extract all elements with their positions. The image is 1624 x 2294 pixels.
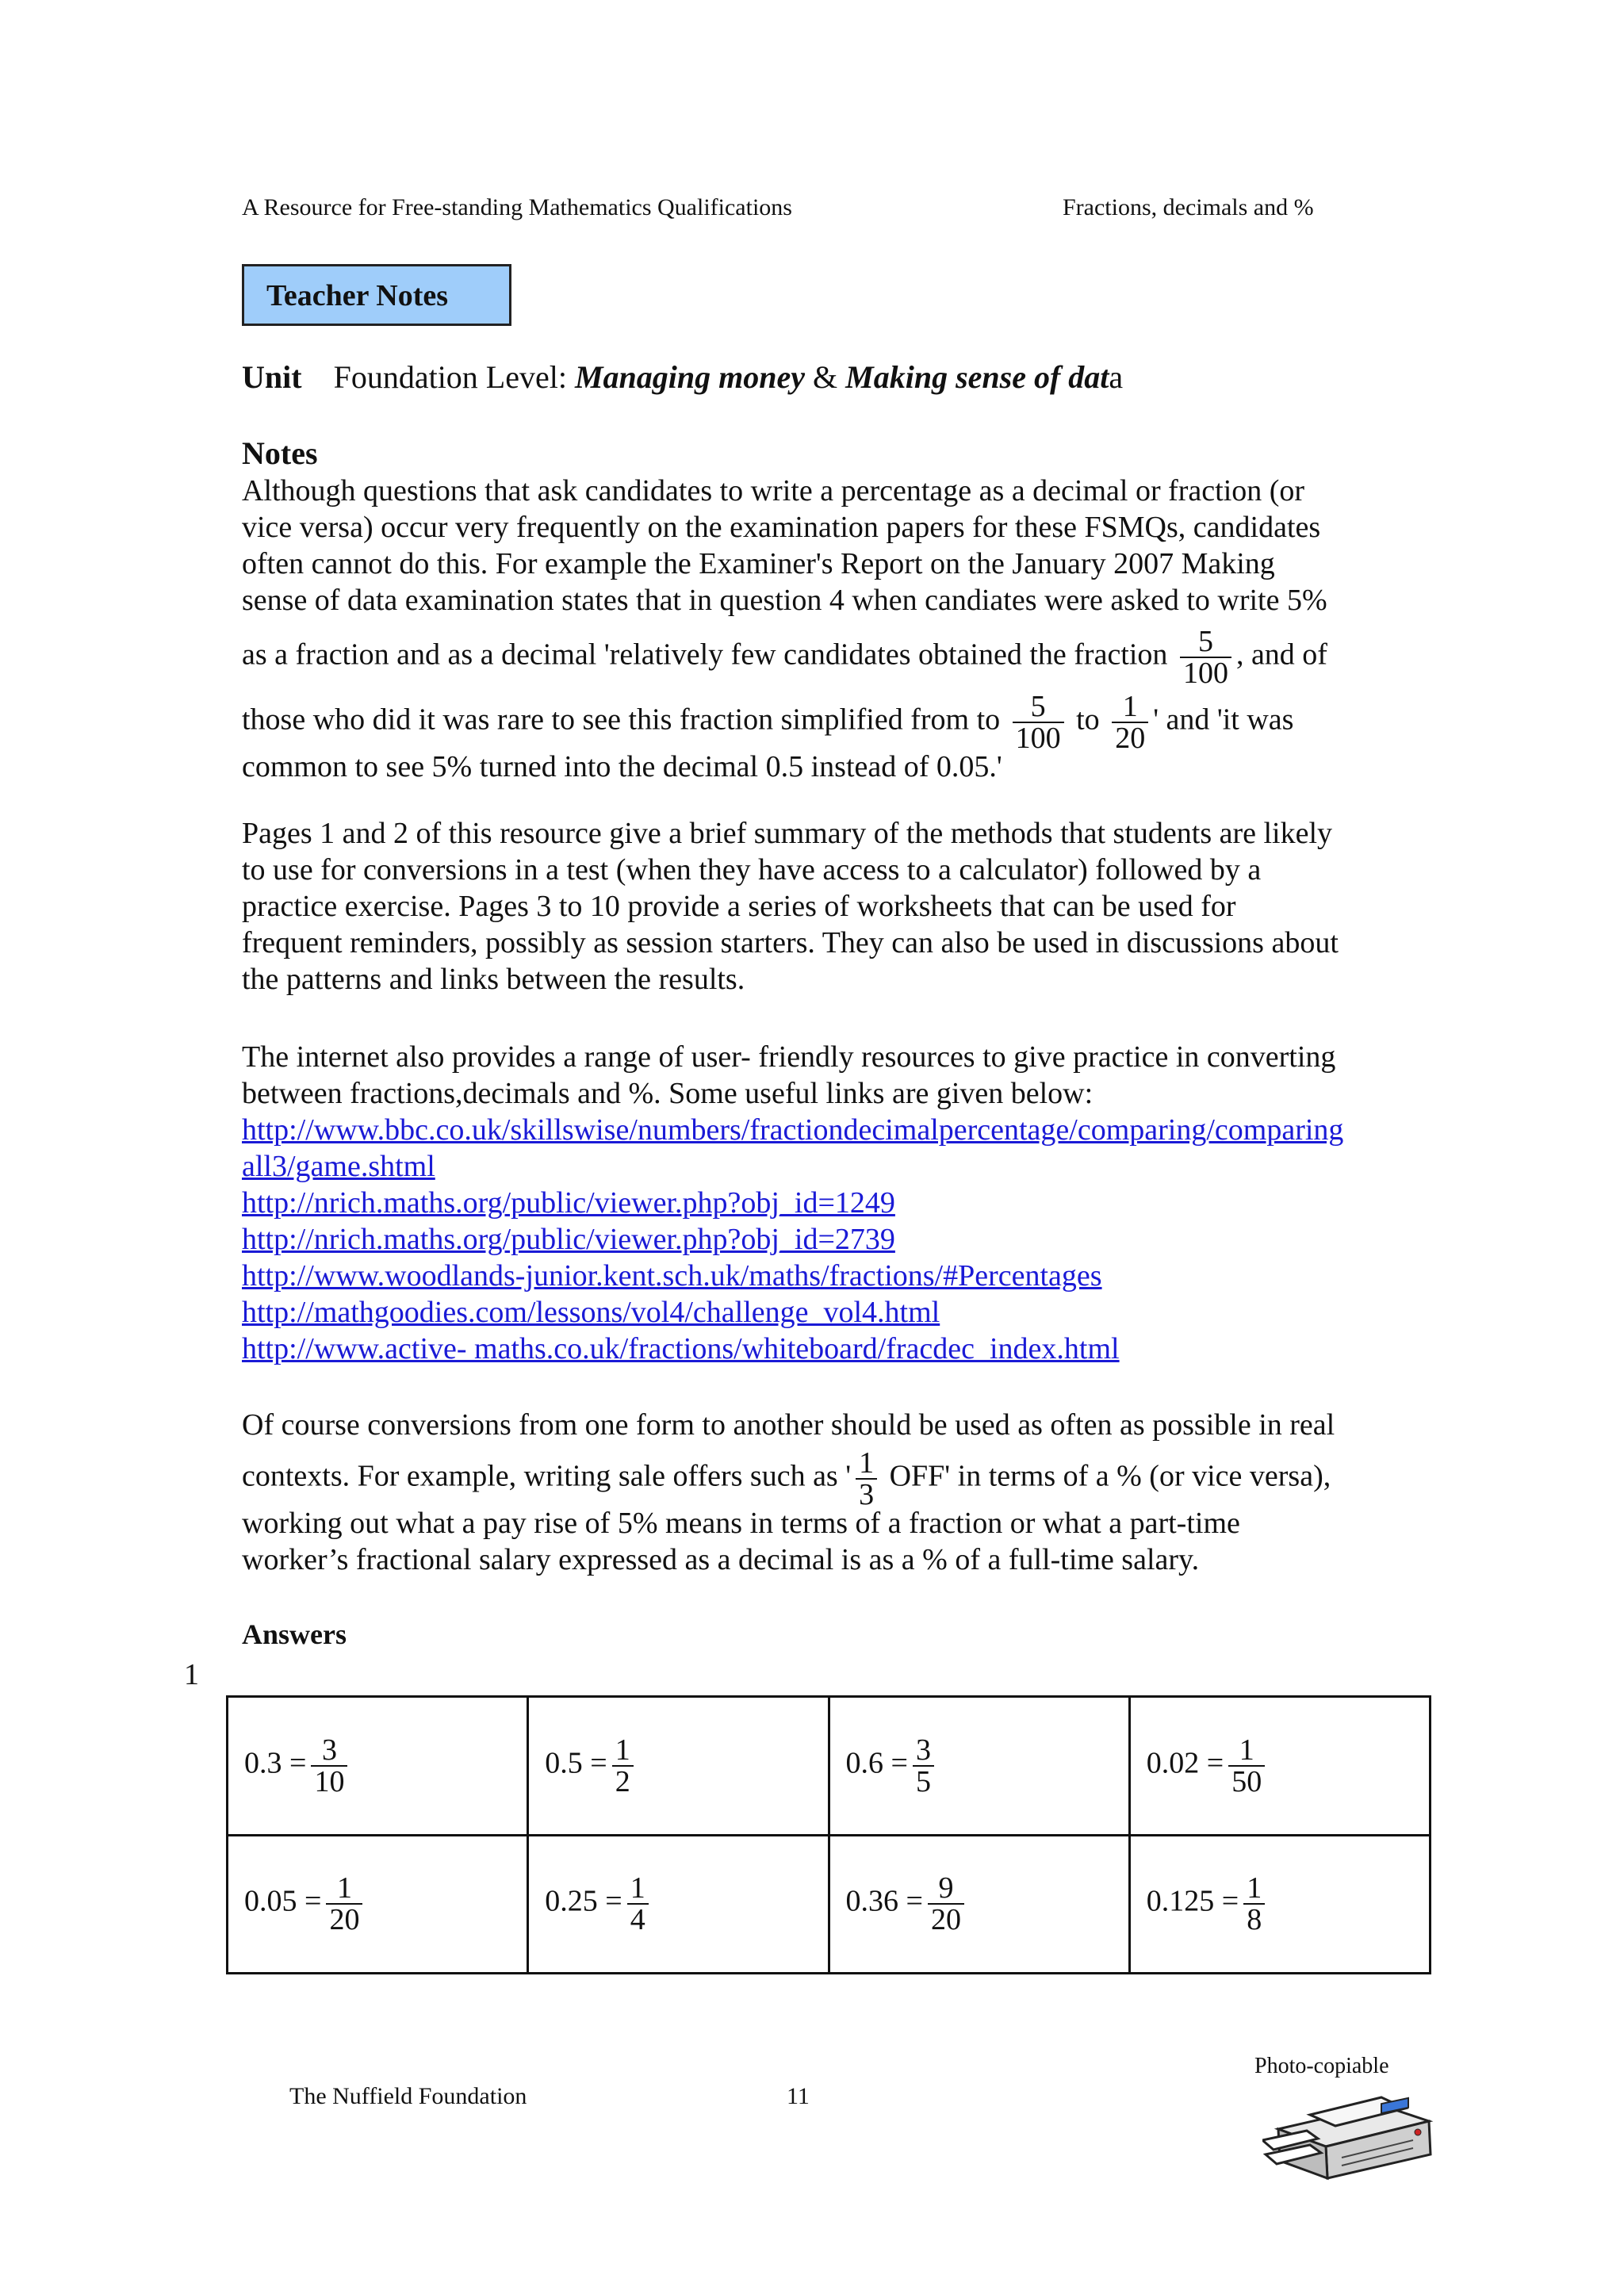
footer-page-number: 11 (787, 2083, 810, 2109)
answer-cell (228, 1835, 528, 1974)
table-row (228, 1697, 1431, 1836)
fraction-numerator: 1 (1243, 1873, 1265, 1905)
fraction (326, 1873, 362, 1935)
answer-cell (228, 1697, 528, 1836)
fraction-numerator: 1 (627, 1873, 649, 1905)
fraction-denominator: 100 (1015, 722, 1061, 755)
fraction-numerator: 1 (326, 1873, 362, 1905)
answer-cell (528, 1697, 829, 1836)
fraction-denominator: 8 (1247, 1903, 1262, 1937)
course-fraction-line (242, 1448, 1431, 1510)
fraction (1243, 1873, 1265, 1935)
fraction-numerator: 1 (1112, 691, 1148, 723)
fraction-denominator: 20 (329, 1903, 360, 1937)
notes-simplify-line (242, 691, 1431, 753)
fraction (612, 1735, 634, 1797)
teacher-notes-label: Teacher Notes (242, 264, 511, 326)
text-line: to use for conversions in a test (when they have access to a calculator) followed by a (242, 853, 1262, 887)
link-list (242, 1112, 1431, 1367)
answer-decimal: 0.36 = (845, 1884, 923, 1918)
answer-cell (1129, 1835, 1430, 1974)
fraction-denominator: 100 (1182, 657, 1228, 690)
fraction-denominator: 50 (1231, 1764, 1262, 1798)
answers-heading: Answers (242, 1618, 347, 1650)
fraction (1180, 626, 1231, 688)
fraction (913, 1735, 934, 1797)
fraction (928, 1873, 964, 1935)
fraction (1112, 691, 1148, 753)
notes-paragraph (242, 473, 1431, 618)
photo-copiable-label: Photo-copiable (1254, 2054, 1389, 2078)
text-line: sense of data examination states that in question 4 when candiates were asked to write 5% (242, 584, 1327, 617)
fraction-numerator: 3 (311, 1735, 347, 1767)
text-line: between fractions,decimals and %. Some useful links are given below: (242, 1077, 1094, 1110)
fraction-denominator: 2 (615, 1764, 630, 1798)
unit-amp: & (805, 359, 846, 395)
fraction-denominator: 3 (859, 1478, 875, 1511)
table-row (228, 1835, 1431, 1974)
fraction-numerator: 3 (913, 1735, 934, 1767)
answers-table (226, 1695, 1431, 1974)
link-nrich-2739[interactable]: http://nrich.maths.org/public/viewer.php?obj_id=2739 (242, 1223, 895, 1256)
answer-decimal: 0.6 = (845, 1746, 908, 1780)
fraction (311, 1735, 347, 1797)
header-left: A Resource for Free-standing Mathematics Qualifications (242, 194, 792, 220)
pages-paragraph (242, 815, 1431, 998)
text-line: Pages 1 and 2 of this resource give a brief summary of the methods that students are likely (242, 817, 1333, 850)
fraction-denominator: 20 (930, 1903, 961, 1937)
fraction-numerator: 1 (1228, 1735, 1265, 1767)
answer-decimal: 0.125 = (1146, 1884, 1239, 1918)
fraction-numerator: 1 (856, 1448, 877, 1480)
link-active-maths[interactable]: http://www.active- maths.co.uk/fractions/whiteboard/fracdec_index.html (242, 1332, 1120, 1365)
text-line: often cannot do this. For example the Examiner's Report on the January 2007 Making (242, 547, 1275, 580)
fraction-numerator: 1 (612, 1735, 634, 1767)
photocopier-icon (1262, 2081, 1442, 2181)
answer-decimal: 0.05 = (244, 1884, 322, 1918)
text-span: contexts. For example, writing sale offers such as ' (242, 1459, 852, 1493)
fraction (1013, 691, 1064, 753)
answer-decimal: 0.25 = (545, 1884, 622, 1918)
text-span: ' and 'it was (1153, 703, 1294, 737)
unit-tail: a (1109, 359, 1124, 395)
text-line: The internet also provides a range of user- friendly resources to give practice in converting (242, 1040, 1336, 1074)
answer-decimal: 0.5 = (545, 1746, 607, 1780)
notes-last-line: common to see 5% turned into the decimal 0.5 instead of 0.05.' (242, 750, 1002, 783)
text-line: frequent reminders, possibly as session starters. They can also be used in discussions about (242, 926, 1339, 959)
text-line: worker’s fractional salary expressed as a decimal is as a % of a full-time salary. (242, 1543, 1200, 1576)
fraction-denominator: 5 (915, 1764, 931, 1798)
fraction-numerator: 5 (1180, 626, 1231, 658)
text-span: to (1076, 703, 1100, 737)
notes-heading: Notes (242, 435, 318, 471)
link-woodlands[interactable]: http://www.woodlands-junior.kent.sch.uk/maths/fractions/#Percentages (242, 1259, 1102, 1293)
fraction (627, 1873, 649, 1935)
fraction (856, 1448, 877, 1510)
footer-organisation: The Nuffield Foundation (289, 2083, 527, 2109)
answer-decimal: 0.02 = (1146, 1746, 1224, 1780)
fraction-numerator: 9 (928, 1873, 964, 1905)
text-span: those who did it was rare to see this fraction simplified from to (242, 703, 1001, 737)
unit-label: Unit (242, 359, 302, 395)
course-line-1: Of course conversions from one form to another should be used as often as possible in real (242, 1408, 1335, 1442)
header-right: Fractions, decimals and % (1063, 194, 1314, 220)
text-line: the patterns and links between the results. (242, 963, 745, 996)
answer-cell (829, 1697, 1129, 1836)
text-span: OFF' in terms of a % (or vice versa), (882, 1459, 1331, 1493)
text-span: , and of (1235, 638, 1327, 672)
text-line: practice exercise. Pages 3 to 10 provide a series of worksheets that can be used for (242, 890, 1236, 923)
fraction-numerator: 5 (1013, 691, 1064, 723)
answer-cell (829, 1835, 1129, 1974)
unit-title-2: Making sense of dat (845, 359, 1109, 395)
unit-title-1: Managing money (574, 359, 806, 395)
text-span: as a fraction and as a decimal 'relatively few candidates obtained the fraction (242, 638, 1168, 672)
side-number: 1 (184, 1658, 199, 1691)
link-bbc-skillswise-cont[interactable]: all3/game.shtml (242, 1150, 435, 1183)
fraction (1228, 1735, 1265, 1797)
course-paragraph (242, 1505, 1431, 1578)
fraction-denominator: 10 (314, 1764, 345, 1798)
fraction-denominator: 20 (1115, 722, 1146, 755)
answer-decimal: 0.3 = (244, 1746, 307, 1780)
link-bbc-skillswise[interactable]: http://www.bbc.co.uk/skillswise/numbers/fractiondecimalpercentage/comparing/comparing (242, 1113, 1344, 1147)
unit-prefix: Foundation Level: (333, 359, 575, 395)
text-line: Although questions that ask candidates to write a percentage as a decimal or fraction (or (242, 474, 1305, 507)
answer-cell (1129, 1697, 1430, 1836)
notes-fraction-line (242, 626, 1431, 688)
fraction-denominator: 4 (630, 1903, 645, 1937)
link-mathgoodies[interactable]: http://mathgoodies.com/lessons/vol4/challenge_vol4.html (242, 1296, 940, 1329)
unit-line (242, 358, 1123, 396)
text-line: vice versa) occur very frequently on the examination papers for these FSMQs, candidates (242, 511, 1321, 544)
link-nrich-1249[interactable]: http://nrich.maths.org/public/viewer.php?obj_id=1249 (242, 1186, 895, 1220)
internet-paragraph (242, 1039, 1431, 1112)
text-line: working out what a pay rise of 5% means in terms of a fraction or what a part-time (242, 1507, 1240, 1540)
answer-cell (528, 1835, 829, 1974)
